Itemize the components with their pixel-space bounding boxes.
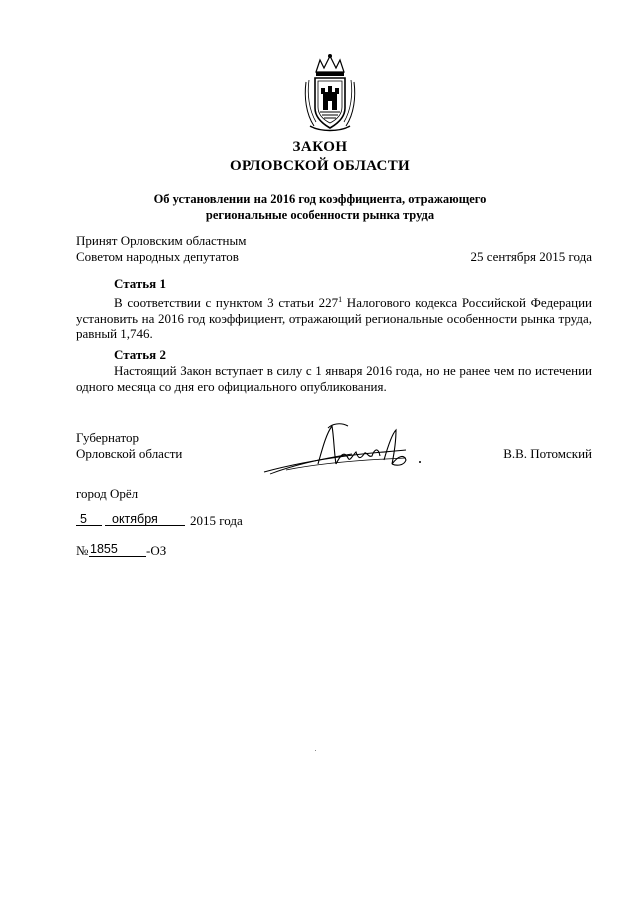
sign-day: 5 (80, 512, 87, 526)
adoption-body-line1: Принят Орловским областным (76, 233, 247, 248)
number-prefix: № (76, 543, 89, 558)
law-number: 1855 (90, 542, 118, 556)
coat-of-arms-emblem (302, 52, 358, 134)
sign-year: 2015 года (190, 513, 243, 528)
article1-heading: Статья 1 (114, 276, 166, 291)
number-suffix: -ОЗ (146, 543, 167, 558)
article1-text (76, 292, 592, 342)
signatory-position-line1: Губернатор (76, 430, 139, 445)
article1-text-part1: В соответствии с пунктом 3 статьи 227 (114, 295, 339, 310)
document-title-region: ОРЛОВСКОЙ ОБЛАСТИ (230, 158, 410, 174)
adoption-date: 25 сентября 2015 года (470, 249, 592, 264)
sign-month: октября (112, 512, 158, 526)
document-title: ЗАКОН (292, 139, 348, 155)
article2-text: Настоящий Закон вступает в силу с 1 января 2016 года, но не ранее чем по истечении одного месяца со дня его официального опубликования. (76, 363, 592, 394)
document-subtitle-line1: Об установлении на 2016 год коэффициента, отражающего (153, 192, 487, 206)
number-underline (89, 556, 146, 557)
article1-text-part2: Налогового кодекса Российской Федерации установить на 2016 год коэффициент, отражающий региональные особенности рынка труда, равный 1,746. (76, 295, 592, 341)
handwritten-signature (256, 420, 436, 482)
scan-speck (315, 750, 316, 751)
signatory-name: В.В. Потомский (503, 446, 592, 461)
document-subtitle-line2: региональные особенности рынка труда (205, 208, 435, 222)
signatory-position-line2: Орловской области (76, 446, 183, 461)
city-name: город Орёл (76, 486, 139, 501)
article1-superscript: 1 (338, 295, 343, 304)
article2-heading: Статья 2 (114, 347, 166, 362)
adoption-body-line2: Советом народных депутатов (76, 249, 239, 264)
